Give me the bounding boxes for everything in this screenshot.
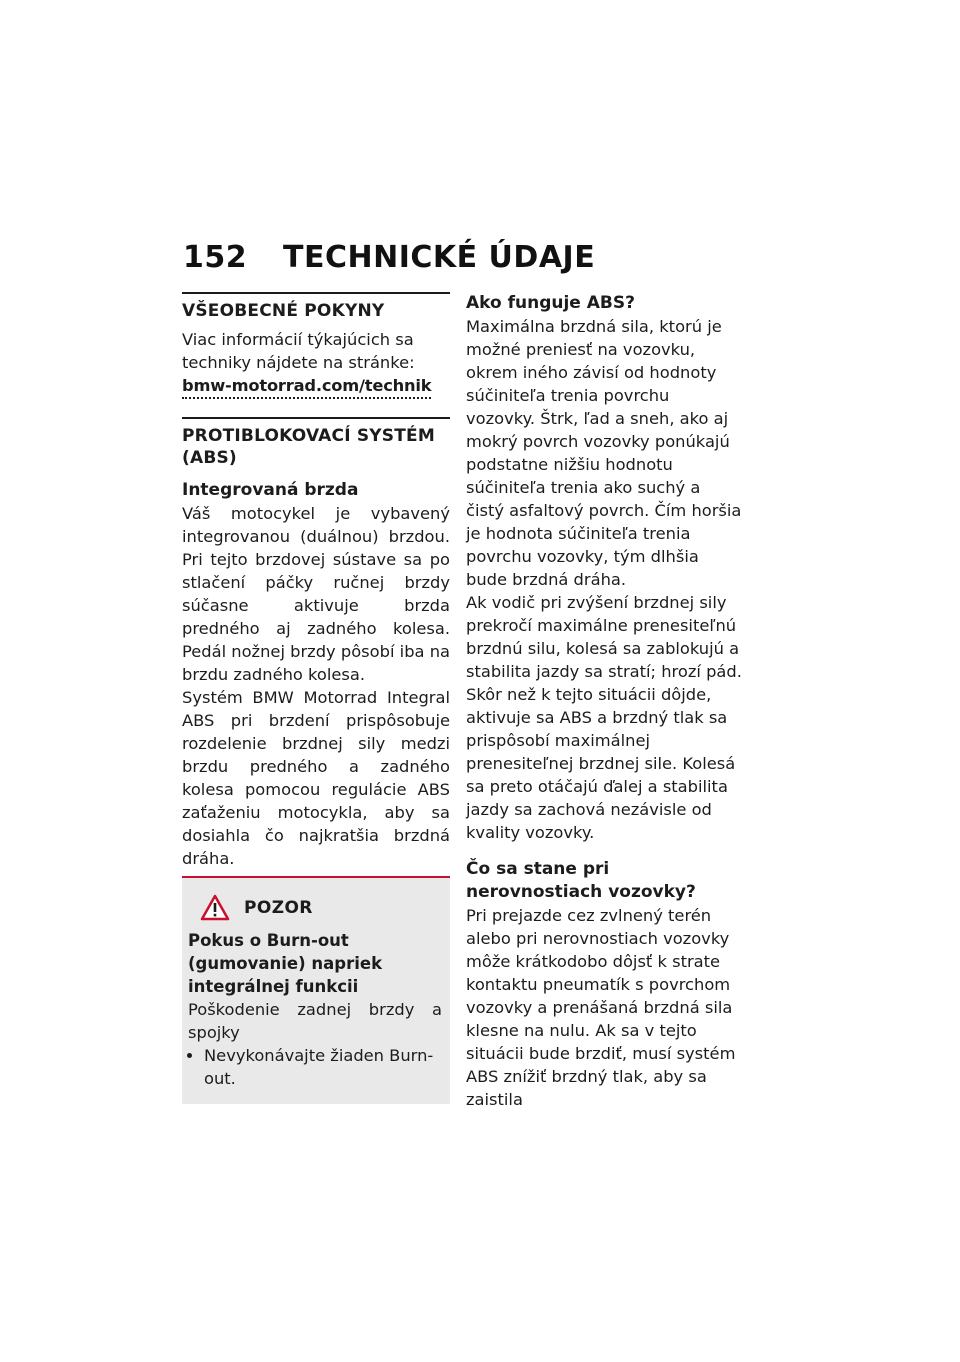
warning-title (188, 894, 442, 921)
warning-box (182, 876, 450, 1104)
paragraph-integral-abs: Systém BMW Motorrad Integral ABS pri brzdení prispôsobuje rozdelenie brzdnej sily medzi brzdu predného a zadného kolesa pomocou regulácie ABS zaťaženiu motocykla, aby sa dosiahla čo najkratšia brzdná dráha. (182, 688, 450, 868)
section-title-general: VŠEOBECNÉ POKYNY (182, 301, 385, 321)
section-title-abs: PROTIBLOKOVACÍ SYSTÉM (ABS) (182, 426, 435, 468)
warning-label: POZOR (244, 897, 313, 918)
chapter-title: TECHNICKÉ ÚDAJE (283, 240, 596, 275)
warning-consequence: Poškodenie zadnej brzdy a spojky (188, 1000, 442, 1042)
warning-triangle-icon (200, 894, 230, 921)
paragraph-friction: Maximálna brzdná sila, ktorú je možné preniesť na vozovku, okrem iného závisí od hodnoty súčiniteľa trenia povrchu vozovky. Štrk, ľad a sneh, ako aj mokrý povrch vozovky ponúkajú podstatne nižšiu hodnotu súčiniteľa trenia ako suchý a čistý asfaltový povrch. Čím horšia je hodnota súčiniteľa trenia povrchu vozovky, tým dlhšia bude brzdná dráha. (466, 317, 742, 589)
paragraph-abs-activation: Ak vodič pri zvýšení brzdnej sily prekročí maximálne prenesiteľnú brzdnú silu, kolesá sa zablokujú a stabilita jazdy sa stratí; hrozí pád. Skôr než k tejto situácii dôjde, aktivuje sa ABS a brzdný tlak sa prispôsobí maximálnej prenesiteľnej brzdnej sile. Kolesá sa preto otáčajú ďalej a stabilita jazdy sa zachová nezávisle od kvality vozovky. (466, 593, 742, 842)
technik-link[interactable]: bmw-motorrad.com/technik (182, 374, 431, 399)
paragraph-uneven-road: Pri prejazde cez zvlnený terén alebo pri nerovnostiach vozovky môže krátkodobo dôjsť k strate kontaktu pneumatík s povrchom vozovky a prenášaná brzdná sila klesne na nulu. Ak sa v tejto situácii bude brzdiť, musí systém ABS znížiť brzdný tlak, aby sa zaistila (466, 906, 736, 1109)
warning-instruction: • Nevykonávajte žiaden Burn-out. (204, 1044, 442, 1090)
right-column (466, 292, 742, 1111)
warning-instructions (188, 1044, 442, 1090)
paragraph-integral-brake: Váš motocykel je vybavený integrovanou (duálnou) brzdou. Pri tejto brzdovej sústave sa po stlačení páčky ručnej brzdy súčasne aktivuje brzda predného aj zadného kolesa. Pedál nožnej brzdy pôsobí iba na brzdu zadného kolesa. (182, 504, 450, 684)
left-column (182, 292, 450, 1104)
general-text: Viac informácií týkajúcich sa techniky nájdete na stránke: (182, 330, 415, 372)
page-number: 152 (183, 240, 248, 275)
subheading-how-abs-works: Ako funguje ABS? (466, 293, 635, 313)
warning-heading: Pokus o Burn-out (gumovanie) napriek integrálnej funkcii (188, 931, 383, 996)
subheading-integral-brake: Integrovaná brzda (182, 480, 359, 500)
subheading-uneven-road: Čo sa stane pri nerovnostiach vozovky? (466, 859, 696, 902)
page-header (183, 240, 595, 275)
